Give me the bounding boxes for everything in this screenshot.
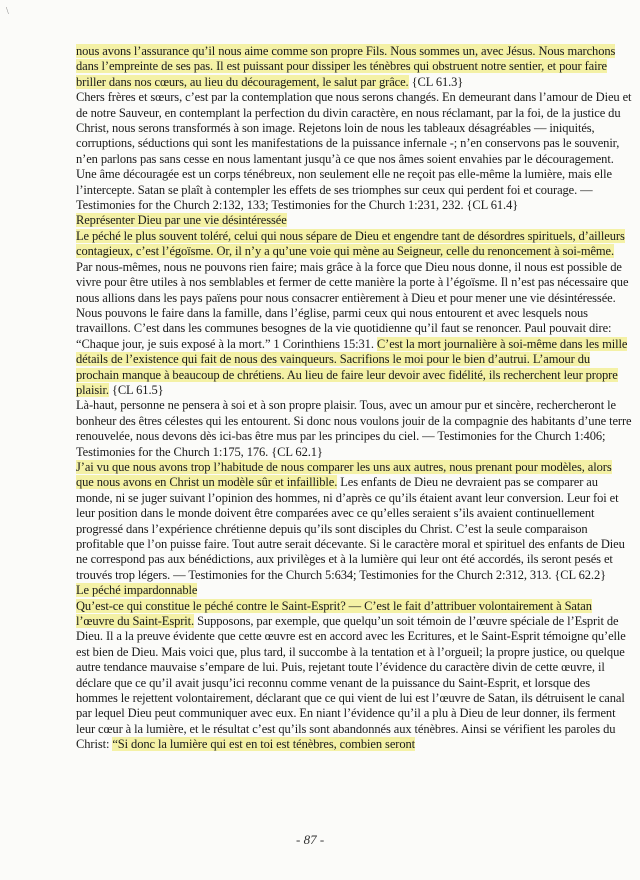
text-paragraph [76,398,632,460]
text-paragraph [76,90,632,213]
body-text: Les enfants de Dieu ne devraient pas se comparer au monde, ni se juger suivant l’opinion des hommes, ni d’après ce qu’ils étaient avant leur conversion. Leur foi et leur position dans le monde doivent être comparées avec ce qu’elles seraient s’ils avaient continuellement progressé dans l’expérience chrétienne depuis qu’ils sont disciples du Christ. C’est la seule comparaison profitable que l’on puisse faire. Tout autre serait décevante. Si le caractère moral et spirituel des enfants de Dieu ne correspond pas aux bénédictions, aux privilèges et à la lumière qui leur ont été accordés, ils seront pesés et trouvés trop légers. — Testimonies for the Church 5:634; Testimonies for the Church 2:312, 313. {CL 62.2} [76,475,625,582]
body-text: {CL 61.5} [108,382,164,397]
highlighted-text: Le péché impardonnable [76,583,198,598]
text-paragraph [76,460,632,583]
text-paragraph [76,44,632,90]
highlighted-text: nous avons l’assurance qu’il nous aime comme son propre Fils. Nous sommes un, avec Jésus. Nous marchons dans l’empreinte de ses pas. Il est puissant pour dissiper les ténèbres qui obstruent notre sentier, et pour faire briller dans nos cœurs, au lieu du découragement, le salut par grâce. [76,44,616,89]
page-number: - 87 - [296,832,325,847]
document-body [76,44,632,753]
highlighted-text: C’est la mort journalière à soi-même dans les mille détails de l’existence qui fait de nous des vainqueurs. Sacrifions le moi pour le bien d’autrui. L’amour du prochain manque à beaucoup de chrétiens. Au lieu de faire leur devoir avec fidélité, ils recherchent leur propre plaisir. [76,336,628,397]
text-paragraph [76,599,632,753]
body-text: {CL 61.3} [408,74,464,89]
body-text: Supposons, par exemple, que quelqu’un soit témoin de l’œuvre spéciale de l’Esprit de Dieu. Il a la preuve évidente que cette œuvre est en accord avec les Ecritures, et le Saint-Esprit témoigne qu’elle est bien de Dieu. Mais voici que, plus tard, il succombe à la tentation et à l’orgueil; la propre justice, ou quelque autre tendance mauvaise s’empare de lui. Puis, rejetant toute l’évidence du caractère divin de cette œuvre, il déclare que ce qu’il avait jusqu’ici reconnu comme venant de la puissance du Saint-Esprit, et lorsque des hommes le rejettent volontairement, déclarant que ce qui vient de lui est l’œuvre de Satan, ils détruisent le canal par lequel Dieu peut communiquer avec eux. En niant l’évidence qu’il a plu à Dieu de leur donner, ils ferment leur cœur à la lumière, et le résultat c’est qu’ils sont abandonnés aux ténèbres. Ainsi se vérifient les paroles du Christ: [76,614,626,752]
body-text: Par nous-mêmes, nous ne pouvons rien faire; mais grâce à la force que Dieu nous donne, il nous est possible de vivre pour être utiles à nos semblables et fermer de cette manière la porte à l’égoïsme. Il n’est pas nécessaire que nous allions dans les pays païens pour nous consacrer entièrement à Dieu et pour mener une vie désintéressée. Nous pouvons le faire dans la famille, dans l’église, parmi ceux qui nous entourent et avec lesquels nous travaillons. C’est dans les communes besognes de la vie quotidienne qu’il faut se renoncer. Paul pouvait dire: “Chaque jour, je suis exposé à la mort.” 1 Corinthiens 15:31. [76,259,629,351]
highlighted-text: Qu’est-ce qui constitue le péché contre le Saint-Esprit? — C’est le fait d’attribuer volontairement à Satan l’œuvre du Saint-Esprit. [76,598,592,629]
body-text: Chers frères et sœurs, c’est par la contemplation que nous serons changés. En demeurant dans l’amour de Dieu et de notre Sauveur, en contemplant la perfection du divin caractère, en nous réclamant, par la foi, de la justice du Christ, nous serons transformés à son image. Rejetons loin de nous les tableaux désagréables — iniquités, corruptions, séductions qui sont les manifestations de la puissance infernale -; n’en conservons pas le souvenir, n’en parlons pas sans cesse en nous lamentant jusqu’à ce que nos âmes soient envahies par le découragement. Une âme découragée est un corps ténébreux, non seulement elle ne reçoit pas elle-même la lumière, mais elle l’intercepte. Satan se plaît à contempler les effets de ses triomphes sur ceux qui perdent foi et courage. — Testimonies for the Church 2:132, 133; Testimonies for the Church 1:231, 232. {CL 61.4} [76,90,632,213]
section-heading [76,583,632,598]
highlighted-text: Représenter Dieu par une vie désintéressée [76,213,287,228]
highlighted-text: J’ai vu que nous avons trop l’habitude de nous comparer les uns aux autres, nous prenant pour modèles, alors que nous avons en Christ un modèle sûr et infaillible. [76,459,612,490]
highlighted-text: Le péché le plus souvent toléré, celui qui nous sépare de Dieu et engendre tant de désordres spirituels, d’ailleurs contagieux, c’est l’égoïsme. Or, il n’y a qu’une voie qui mène au Seigneur, celle du renoncement à soi-même. [76,228,625,259]
scan-corner-mark: \ [6,6,9,17]
body-text: Là-haut, personne ne pensera à soi et à son propre plaisir. Tous, avec un amour pur et sincère, rechercheront le bonheur des êtres célestes qui les entourent. Si donc nous voulons jouir de la compagnie des habitants d’une terre renouvelée, nous devons dès ici-bas être mus par les principes du ciel. — Testimonies for the Church 1:406; Testimonies for the Church 1:175, 176. {CL 62.1} [76,398,632,459]
highlighted-text: “Si donc la lumière qui est en toi est ténèbres, combien seront [112,737,416,752]
text-paragraph [76,229,632,398]
section-heading [76,213,632,228]
